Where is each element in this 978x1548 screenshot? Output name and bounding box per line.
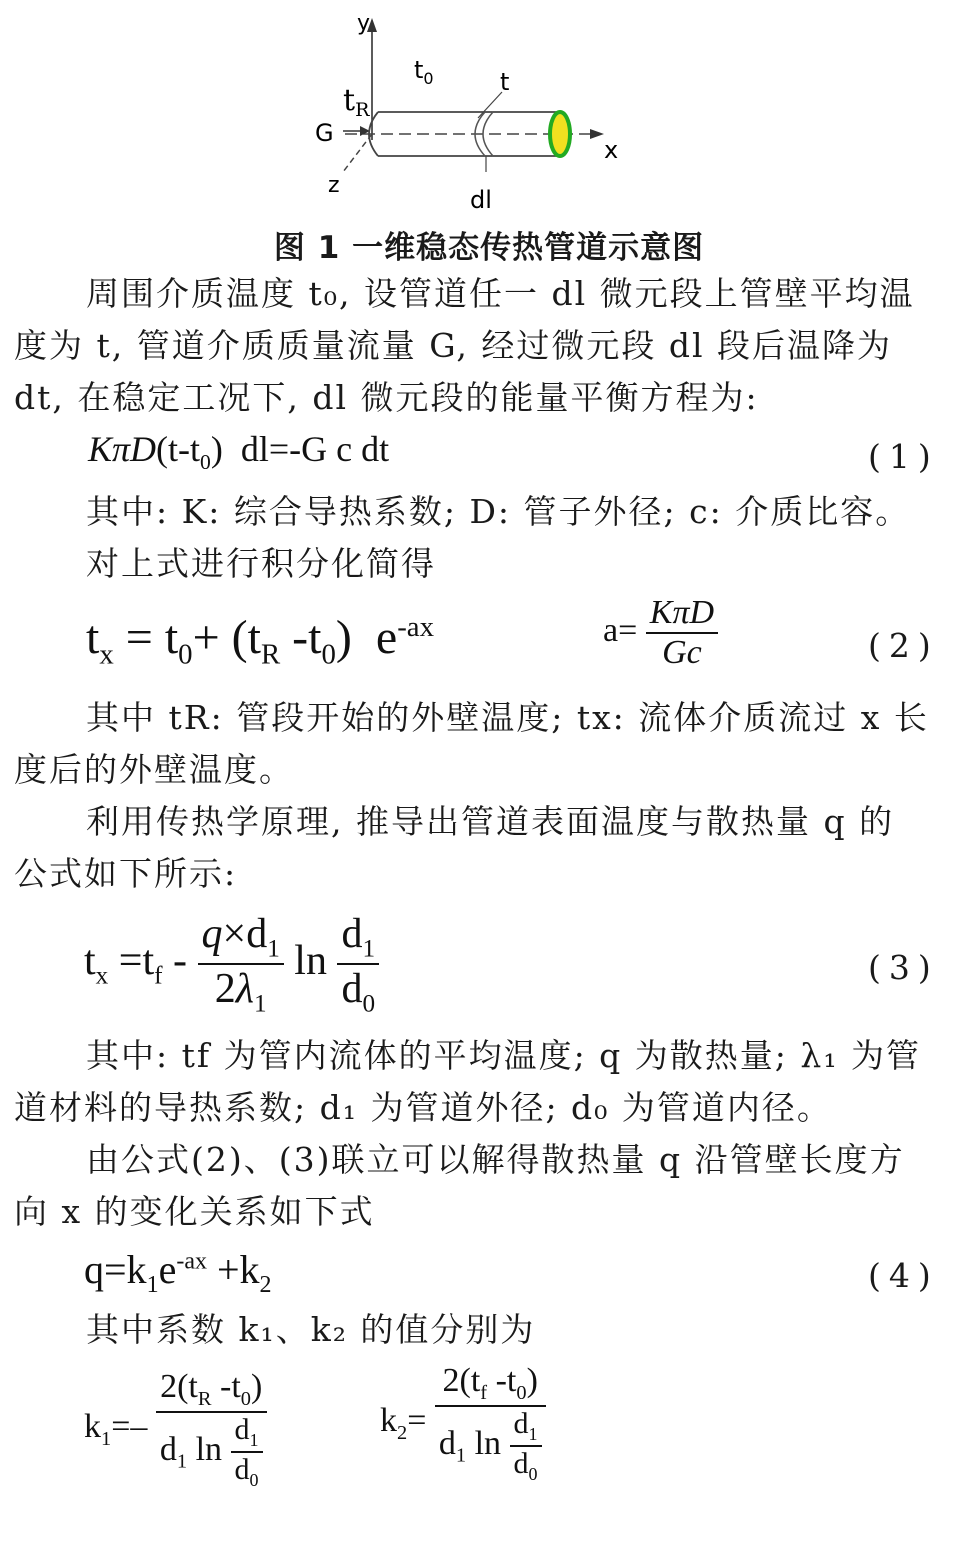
para3-line1: 利用传热学原理, 推导出管道表面温度与散热量 q 的 [86, 802, 895, 841]
para1-line2: 度为 t, 管道介质质量流量 G, 经过微元段 dl 段后温降为 [14, 326, 893, 365]
equation-1: $K\pi D(t-t_0)$ dl=-G c dt [88, 429, 390, 475]
intro-integral: 对上式进行积分化简得 [86, 544, 436, 583]
pipe-diagram [0, 0, 978, 220]
label-t0: $t_0$ [414, 56, 434, 88]
label-x: x [604, 136, 619, 164]
x-axis-arrow [590, 129, 604, 139]
label-dl: dl [470, 186, 492, 214]
figure-caption: 图 1 一维稳态传热管道示意图 [273, 230, 705, 266]
definition-3-line1: 其中: tf 为管内流体的平均温度; q 为散热量; λ₁ 为管 [86, 1036, 922, 1075]
label-y: y [357, 11, 371, 36]
label-G: G [315, 119, 334, 147]
para3-line2: 公式如下所示: [14, 854, 238, 893]
equation-3: $t_x =t_f$ - $\frac{q\times d_1}{2\lambda_1}$ ln $\frac{d_1}{d_0}$ [84, 910, 379, 1019]
definition-2-line2: 度后的外壁温度。 [14, 750, 294, 789]
para1-line3: dt, 在稳定工况下, dl 微元段的能量平衡方程为: [14, 378, 759, 417]
para4-line2: 向 x 的变化关系如下式 [14, 1192, 375, 1231]
pipe-end [550, 112, 570, 156]
equation-1-number: (1) [868, 437, 939, 476]
equation-2: $t_x = t_0+ (t_R$ $-t_0$) $e^{-ax}$ [86, 611, 434, 671]
label-tR: $t_R$ [343, 83, 370, 121]
para1-line1: 周围介质温度 t₀, 设管道任一 dl 微元段上管壁平均温 [86, 274, 915, 313]
equation-k1: $k_1=-$ $2(t_R$ $-t_0$) $d_1$ ln $\frac{d_1}{d_0}$ [84, 1368, 267, 1491]
equation-2-number: (2) [868, 626, 939, 665]
definition-3-line2: 道材料的导热系数; d₁ 为管道外径; d₀ 为管道内径。 [14, 1088, 832, 1127]
intro-coefficients: 其中系数 k₁、k₂ 的值分别为 [86, 1310, 536, 1349]
label-z: z [328, 173, 340, 198]
equation-2-a: a= $\frac{\text{KπD}}{Gc}$ [603, 594, 718, 672]
z-axis [343, 134, 372, 172]
equation-k2: $k_2=$ $2(t_f$ $-t_0$) $d_1$ ln $\frac{d_1}{d_0}$ [380, 1362, 546, 1485]
label-t: t [500, 68, 510, 96]
equation-3-number: (3) [868, 948, 939, 987]
definition-1: 其中: K: 综合导热系数; D: 管子外径; c: 介质比容。 [86, 492, 911, 531]
para4-line1: 由公式(2)、(3)联立可以解得散热量 q 沿管壁长度方 [86, 1140, 905, 1179]
equation-4: $q=k_1e^{-ax} +k_2$ [84, 1247, 272, 1298]
equation-4-number: (4) [868, 1256, 939, 1295]
definition-2-line1: 其中 tR: 管段开始的外壁温度; tx: 流体介质流过 x 长 [86, 698, 929, 737]
